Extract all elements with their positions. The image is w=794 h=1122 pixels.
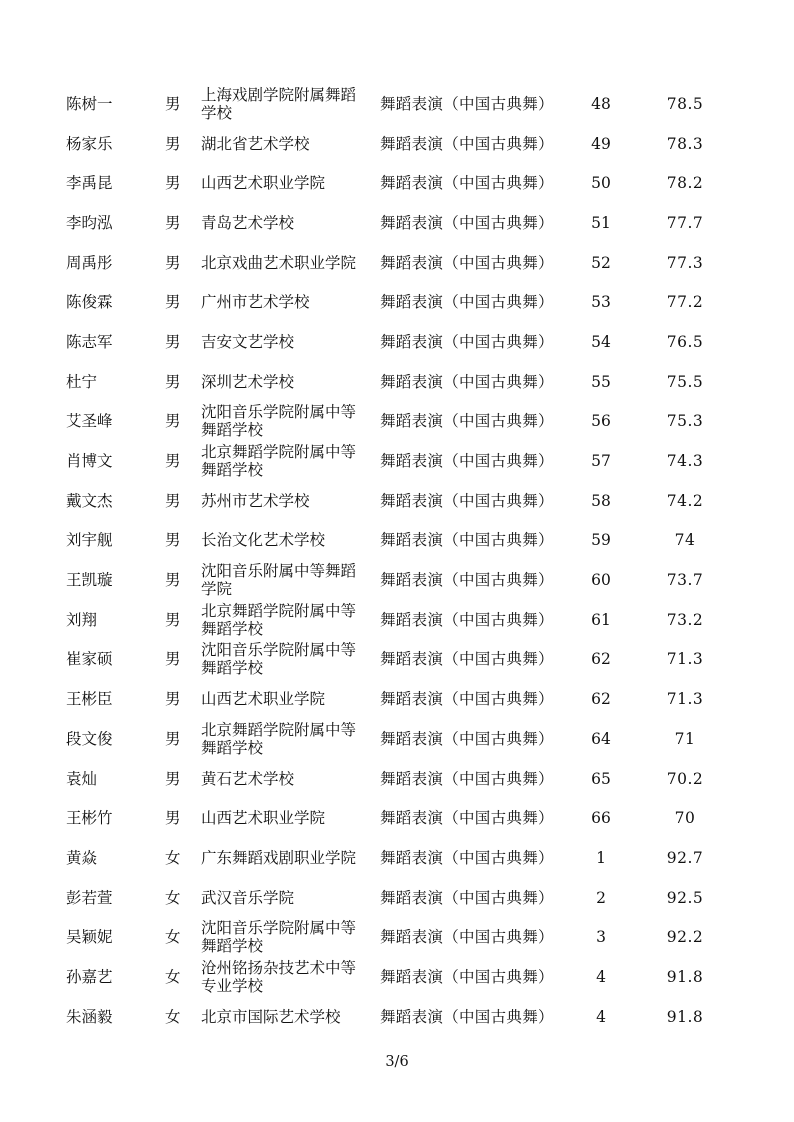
student-gender: 男 <box>165 531 181 550</box>
student-gender: 男 <box>165 809 181 828</box>
student-major: 舞蹈表演（中国古典舞） <box>380 848 554 867</box>
student-name: 陈俊霖 <box>66 293 113 312</box>
student-school: 北京舞蹈学院附属中等舞蹈学校 <box>201 720 357 757</box>
student-rank: 3 <box>596 928 606 947</box>
student-gender: 女 <box>165 888 181 907</box>
student-score: 74.3 <box>666 452 704 471</box>
student-score: 78.3 <box>666 134 704 153</box>
student-score: 77.2 <box>666 293 704 312</box>
student-gender: 女 <box>165 967 181 986</box>
student-major: 舞蹈表演（中国古典舞） <box>380 610 554 629</box>
results-table <box>0 84 794 1037</box>
student-school: 沈阳音乐学院附属中等舞蹈学校 <box>201 919 357 956</box>
student-major: 舞蹈表演（中国古典舞） <box>380 174 554 193</box>
student-school: 北京市国际艺术学校 <box>201 1007 341 1026</box>
table-row <box>0 124 794 164</box>
student-school: 吉安文艺学校 <box>201 332 295 351</box>
student-gender: 男 <box>165 610 181 629</box>
student-school: 北京戏曲艺术职业学院 <box>201 253 357 272</box>
student-rank: 58 <box>591 491 611 510</box>
table-row <box>0 84 794 124</box>
table-row <box>0 402 794 442</box>
student-gender: 男 <box>165 213 181 232</box>
student-major: 舞蹈表演（中国古典舞） <box>380 412 554 431</box>
student-score: 75.3 <box>666 412 704 431</box>
student-rank: 54 <box>591 332 611 351</box>
student-score: 92.5 <box>666 888 704 907</box>
student-gender: 男 <box>165 769 181 788</box>
student-school: 上海戏剧学院附属舞蹈学校 <box>201 85 357 122</box>
table-row <box>0 243 794 283</box>
student-score: 92.2 <box>666 928 704 947</box>
student-major: 舞蹈表演（中国古典舞） <box>380 967 554 986</box>
student-major: 舞蹈表演（中国古典舞） <box>380 571 554 590</box>
student-major: 舞蹈表演（中国古典舞） <box>380 928 554 947</box>
student-name: 黄焱 <box>66 848 98 867</box>
student-score: 71.3 <box>666 690 704 709</box>
student-rank: 57 <box>591 452 611 471</box>
student-name: 陈志军 <box>66 332 113 351</box>
student-school: 武汉音乐学院 <box>201 888 295 907</box>
student-rank: 59 <box>591 531 611 550</box>
student-gender: 男 <box>165 332 181 351</box>
student-school: 山西艺术职业学院 <box>201 690 326 709</box>
student-name: 陈树一 <box>66 94 113 113</box>
student-school: 湖北省艺术学校 <box>201 134 310 153</box>
student-major: 舞蹈表演（中国古典舞） <box>380 809 554 828</box>
table-row <box>0 203 794 243</box>
student-school: 长治文化艺术学校 <box>201 531 326 550</box>
student-school: 山西艺术职业学院 <box>201 809 326 828</box>
student-score: 74 <box>674 531 696 550</box>
student-gender: 男 <box>165 293 181 312</box>
student-major: 舞蹈表演（中国古典舞） <box>380 650 554 669</box>
table-row <box>0 322 794 362</box>
table-row <box>0 917 794 957</box>
student-rank: 49 <box>591 134 611 153</box>
student-score: 70.2 <box>666 769 704 788</box>
student-gender: 男 <box>165 571 181 590</box>
student-score: 74.2 <box>666 491 704 510</box>
student-major: 舞蹈表演（中国古典舞） <box>380 531 554 550</box>
student-name: 段文俊 <box>66 729 113 748</box>
student-name: 李昀泓 <box>66 213 113 232</box>
student-name: 袁灿 <box>66 769 98 788</box>
student-school: 沧州铭扬杂技艺术中等专业学校 <box>201 958 357 995</box>
table-row <box>0 838 794 878</box>
student-name: 肖博文 <box>66 452 113 471</box>
student-score: 77.3 <box>666 253 704 272</box>
page-number: 3/6 <box>385 1054 409 1070</box>
student-gender: 男 <box>165 729 181 748</box>
student-school: 沈阳音乐学院附属中等舞蹈学校 <box>201 403 357 440</box>
student-rank: 1 <box>596 848 606 867</box>
student-school: 苏州市艺术学校 <box>201 491 310 510</box>
student-major: 舞蹈表演（中国古典舞） <box>380 372 554 391</box>
student-major: 舞蹈表演（中国古典舞） <box>380 332 554 351</box>
student-rank: 66 <box>591 809 611 828</box>
student-rank: 48 <box>591 94 611 113</box>
student-score: 91.8 <box>666 967 704 986</box>
student-major: 舞蹈表演（中国古典舞） <box>380 452 554 471</box>
student-major: 舞蹈表演（中国古典舞） <box>380 1007 554 1026</box>
student-gender: 男 <box>165 690 181 709</box>
student-rank: 51 <box>591 213 611 232</box>
student-name: 杨家乐 <box>66 134 113 153</box>
student-name: 王彬竹 <box>66 809 113 828</box>
student-school: 广州市艺术学校 <box>201 293 310 312</box>
table-row <box>0 521 794 561</box>
table-row <box>0 759 794 799</box>
student-rank: 55 <box>591 372 611 391</box>
student-gender: 男 <box>165 452 181 471</box>
student-name: 李禹昆 <box>66 174 113 193</box>
table-row <box>0 640 794 680</box>
student-major: 舞蹈表演（中国古典舞） <box>380 690 554 709</box>
student-major: 舞蹈表演（中国古典舞） <box>380 134 554 153</box>
student-score: 75.5 <box>666 372 704 391</box>
student-school: 北京舞蹈学院附属中等舞蹈学校 <box>201 443 357 480</box>
table-row <box>0 560 794 600</box>
student-rank: 4 <box>596 1007 606 1026</box>
student-school: 广东舞蹈戏剧职业学院 <box>201 848 357 867</box>
student-gender: 男 <box>165 650 181 669</box>
student-score: 91.8 <box>666 1007 704 1026</box>
student-name: 艾圣峰 <box>66 412 113 431</box>
student-name: 朱涵毅 <box>66 1007 113 1026</box>
student-rank: 53 <box>591 293 611 312</box>
student-gender: 女 <box>165 848 181 867</box>
student-name: 孙嘉艺 <box>66 967 113 986</box>
student-rank: 50 <box>591 174 611 193</box>
student-rank: 65 <box>591 769 611 788</box>
table-row <box>0 679 794 719</box>
table-row <box>0 481 794 521</box>
table-row <box>0 798 794 838</box>
student-major: 舞蹈表演（中国古典舞） <box>380 253 554 272</box>
student-name: 戴文杰 <box>66 491 113 510</box>
student-gender: 男 <box>165 491 181 510</box>
student-score: 70 <box>674 809 696 828</box>
student-rank: 61 <box>591 610 611 629</box>
student-rank: 60 <box>591 571 611 590</box>
student-score: 78.2 <box>666 174 704 193</box>
student-major: 舞蹈表演（中国古典舞） <box>380 888 554 907</box>
student-score: 73.2 <box>666 610 704 629</box>
student-gender: 男 <box>165 134 181 153</box>
table-row <box>0 282 794 322</box>
student-score: 76.5 <box>666 332 704 351</box>
student-school: 深圳艺术学校 <box>201 372 295 391</box>
student-school: 青岛艺术学校 <box>201 213 295 232</box>
student-school: 沈阳音乐学院附属中等舞蹈学校 <box>201 641 357 678</box>
student-rank: 56 <box>591 412 611 431</box>
student-gender: 女 <box>165 928 181 947</box>
student-name: 杜宁 <box>66 372 98 391</box>
student-rank: 4 <box>596 967 606 986</box>
student-score: 92.7 <box>666 848 704 867</box>
student-score: 78.5 <box>666 94 704 113</box>
student-name: 王凯璇 <box>66 571 113 590</box>
student-name: 彭若萱 <box>66 888 113 907</box>
student-school: 黄石艺术学校 <box>201 769 295 788</box>
student-score: 77.7 <box>666 213 704 232</box>
table-row <box>0 997 794 1037</box>
student-rank: 2 <box>596 888 606 907</box>
student-rank: 64 <box>591 729 611 748</box>
student-school: 北京舞蹈学院附属中等舞蹈学校 <box>201 601 357 638</box>
student-gender: 男 <box>165 94 181 113</box>
student-gender: 女 <box>165 1007 181 1026</box>
student-major: 舞蹈表演（中国古典舞） <box>380 769 554 788</box>
student-score: 71 <box>674 729 696 748</box>
student-gender: 男 <box>165 253 181 272</box>
student-name: 王彬臣 <box>66 690 113 709</box>
student-major: 舞蹈表演（中国古典舞） <box>380 491 554 510</box>
student-score: 71.3 <box>666 650 704 669</box>
student-score: 73.7 <box>666 571 704 590</box>
student-rank: 62 <box>591 650 611 669</box>
student-gender: 男 <box>165 372 181 391</box>
table-row <box>0 600 794 640</box>
student-gender: 男 <box>165 174 181 193</box>
student-school: 山西艺术职业学院 <box>201 174 326 193</box>
student-name: 周禹彤 <box>66 253 113 272</box>
table-row <box>0 878 794 918</box>
student-rank: 52 <box>591 253 611 272</box>
student-name: 刘翔 <box>66 610 98 629</box>
table-row <box>0 362 794 402</box>
student-name: 崔家硕 <box>66 650 113 669</box>
student-major: 舞蹈表演（中国古典舞） <box>380 213 554 232</box>
table-row <box>0 957 794 997</box>
student-name: 刘宇舰 <box>66 531 113 550</box>
student-rank: 62 <box>591 690 611 709</box>
student-major: 舞蹈表演（中国古典舞） <box>380 729 554 748</box>
student-school: 沈阳音乐附属中等舞蹈学院 <box>201 562 357 599</box>
student-name: 吴颖妮 <box>66 928 113 947</box>
student-major: 舞蹈表演（中国古典舞） <box>380 293 554 312</box>
table-row <box>0 163 794 203</box>
table-row <box>0 441 794 481</box>
table-row <box>0 719 794 759</box>
student-gender: 男 <box>165 412 181 431</box>
student-major: 舞蹈表演（中国古典舞） <box>380 94 554 113</box>
